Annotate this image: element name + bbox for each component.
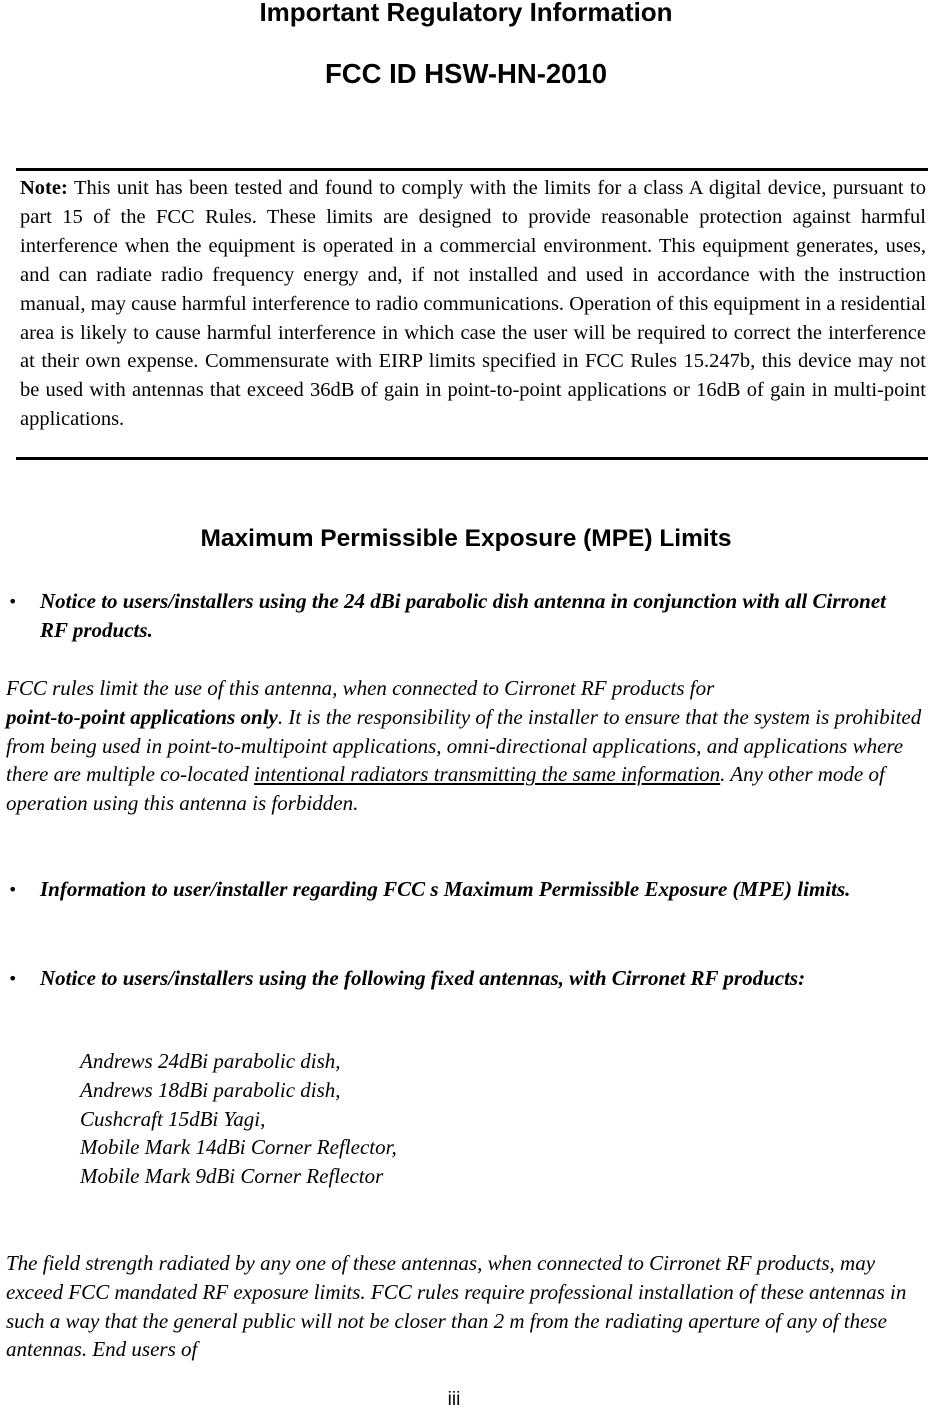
- list-item: Andrews 18dBi parabolic dish,: [80, 1077, 341, 1102]
- fcc-id-heading: FCC ID HSW-HN-2010: [324, 58, 608, 89]
- bullet-text: Notice to users/installers using the 24 dBi parabolic dish antenna in conjunction with all Cirronet RF products.: [40, 589, 887, 642]
- antenna-list: [80, 1047, 397, 1191]
- list-item: Mobile Mark 14dBi Corner Reflector,: [80, 1135, 397, 1160]
- bullet-mpe-info: [8, 875, 888, 904]
- bullet-icon: •: [8, 969, 18, 988]
- para1-underlined: intentional radiators transmitting the same information: [254, 762, 721, 787]
- para1-emphasis: point-to-point applications only: [6, 704, 278, 729]
- regulatory-note-box: [16, 168, 928, 460]
- page-number: iii: [447, 1389, 461, 1410]
- page-title: Important Regulatory Information: [259, 0, 673, 27]
- para1-part2: . It is the responsibility of the installer to ensure that the system is prohibited from being used in point-to-multipoint applications, omni-directional applications, and applications where there are multiple co-located: [6, 704, 922, 787]
- list-item: Mobile Mark 9dBi Corner Reflector: [80, 1164, 384, 1189]
- bullet-icon: •: [8, 592, 18, 611]
- list-item: Andrews 24dBi parabolic dish,: [80, 1049, 341, 1073]
- mpe-section-title: Maximum Permissible Exposure (MPE) Limits: [200, 525, 732, 552]
- bullet-dish-notice: [8, 587, 888, 645]
- bullet-icon: •: [8, 880, 18, 899]
- para1-part3: . Any other mode of operation using this antenna is forbidden.: [6, 762, 885, 816]
- bullet-text: Notice to users/installers using the following fixed antennas, with Cirronet RF products:: [40, 966, 806, 990]
- bullet-text: Information to user/installer regarding FCC s Maximum Permissible Exposure (MPE) limits.: [40, 877, 851, 901]
- note-label: Note:: [20, 177, 68, 199]
- regulatory-note: [20, 174, 926, 434]
- field-strength-paragraph: The field strength radiated by any one of these antennas, when connected to Cirronet RF products, may exceed FCC mandated RF exposure limits. FCC rules require professional installation of these antennas in such a way that the general public will not be closer than 2 m from the radiating aperture of any of these antennas. End users of: [6, 1251, 907, 1362]
- bullet-fixed-antennas: [8, 964, 888, 993]
- dish-restriction-paragraph: [6, 674, 926, 818]
- para1-part1: FCC rules limit the use of this antenna, when connected to Cirronet RF products for: [6, 676, 715, 700]
- note-body: This unit has been tested and found to comply with the limits for a class A digital device, pursuant to part 15 of the FCC Rules. These limits are designed to provide reasonable protection against harmful interference when the equipment is operated in a commercial environment. This equipment generates, uses, and can radiate radio frequency energy and, if not installed and used in accordance with the instruction manual, may cause harmful interference to radio communications. Operation of this equipment in a residential area is likely to cause harmful interference in which case the user will be required to correct the interference at their own expense. Commensurate with EIRP limits specified in FCC Rules 15.247b, this device may not be used with antennas that exceed 36dB of gain in point-to-point applications or 16dB of gain in multi-point applications.: [20, 177, 926, 431]
- list-item: Cushcraft 15dBi Yagi,: [80, 1106, 266, 1131]
